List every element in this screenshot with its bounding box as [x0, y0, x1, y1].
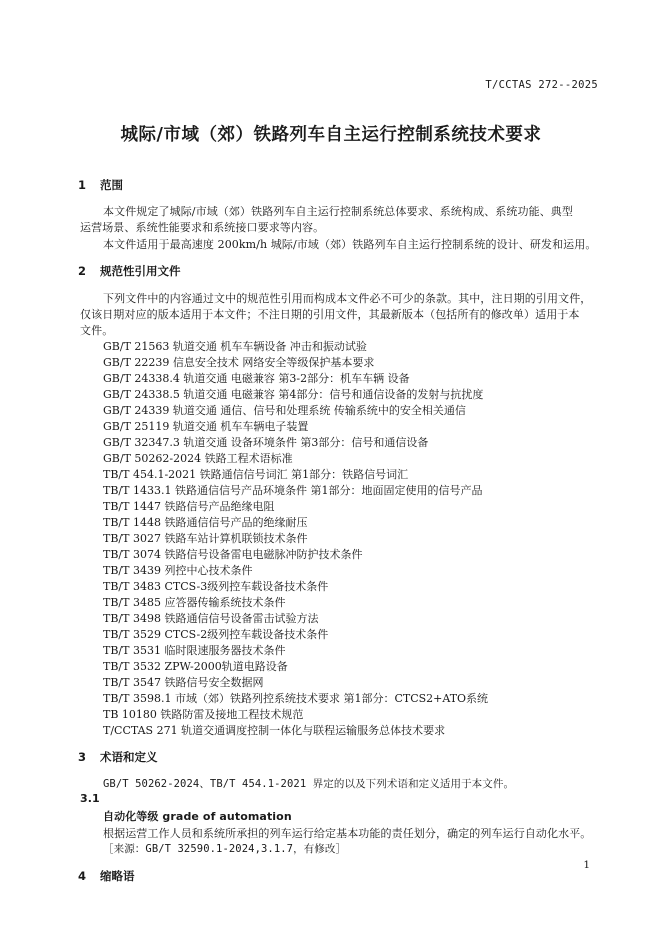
- reference-item: GB/T 50262-2024 铁路工程术语标准: [103, 452, 293, 465]
- term-number: 3.1: [80, 792, 100, 805]
- reference-item: GB/T 24338.5 轨道交通 电磁兼容 第4部分：信号和通信设备的发射与抗扰度: [103, 388, 484, 401]
- page-number: 1: [583, 859, 590, 871]
- references-intro-line-3: 文件。: [80, 324, 114, 337]
- section-1-heading: [78, 177, 123, 193]
- reference-item: TB/T 1433.1 铁路通信信号产品环境条件 第1部分：地面固定使用的信号产品: [103, 484, 483, 497]
- term-source: ［来源：GB/T 32590.1-2024,3.1.7，有修改］: [103, 843, 347, 855]
- reference-item: TB/T 1447 铁路信号产品绝缘电阻: [103, 500, 275, 513]
- reference-item: GB/T 32347.3 轨道交通 设备环境条件 第3部分：信号和通信设备: [103, 436, 429, 449]
- reference-item: TB 10180 铁路防雷及接地工程技术规范: [103, 708, 304, 721]
- section-2-title: 规范性引用文件: [100, 264, 181, 278]
- terms-intro: GB/T 50262-2024、TB/T 454.1-2021 界定的以及下列术语和定义适用于本文件。: [103, 778, 515, 790]
- reference-item: GB/T 21563 轨道交通 机车车辆设备 冲击和振动试验: [103, 340, 367, 353]
- section-3-heading: [78, 749, 158, 765]
- scope-paragraph-line-1: 本文件规定了城际/市域（郊）铁路列车自主运行控制系统总体要求、系统构成、系统功能、典型: [103, 205, 574, 218]
- section-2-heading: [78, 263, 181, 279]
- section-1-title: 范围: [100, 178, 123, 192]
- document-code: T/CCTAS 272--2025: [485, 79, 598, 91]
- reference-item: GB/T 25119 轨道交通 机车车辆电子装置: [103, 420, 309, 433]
- reference-item: TB/T 3027 铁路车站计算机联锁技术条件: [103, 532, 308, 545]
- reference-item: TB/T 3598.1 市域（郊）铁路列控系统技术要求 第1部分：CTCS2+ATO系统: [103, 692, 489, 705]
- reference-item: TB/T 3547 铁路信号安全数据网: [103, 676, 264, 689]
- reference-item: TB/T 3074 铁路信号设备雷电电磁脉冲防护技术条件: [103, 548, 363, 561]
- term-title: 自动化等级 grade of automation: [103, 810, 292, 823]
- reference-item: TB/T 3485 应答器传输系统技术条件: [103, 596, 286, 609]
- section-3-number: 3: [78, 750, 87, 764]
- reference-item: TB/T 3532 ZPW-2000轨道电路设备: [103, 660, 288, 673]
- reference-item: TB/T 3498 铁路通信信号设备雷击试验方法: [103, 612, 319, 625]
- references-intro-line-1: 下列文件中的内容通过文中的规范性引用而构成本文件必不可少的条款。其中，注日期的引用文件，: [103, 292, 592, 305]
- reference-item: GB/T 22239 信息安全技术 网络安全等级保护基本要求: [103, 356, 375, 369]
- reference-item: TB/T 1448 铁路通信信号产品的绝缘耐压: [103, 516, 308, 529]
- reference-item: GB/T 24339 轨道交通 通信、信号和处理系统 传输系统中的安全相关通信: [103, 404, 466, 417]
- section-2-number: 2: [78, 264, 87, 278]
- references-intro-line-2: 仅该日期对应的版本适用于本文件；不注日期的引用文件，其最新版本（包括所有的修改单）适用于本: [80, 308, 580, 321]
- reference-item: TB/T 3529 CTCS-2级列控车载设备技术条件: [103, 628, 329, 641]
- reference-item: TB/T 3531 临时限速服务器技术条件: [103, 644, 286, 657]
- reference-item: TB/T 3483 CTCS-3级列控车载设备技术条件: [103, 580, 329, 593]
- section-4-number: 4: [78, 869, 87, 883]
- document-title: 城际/市域（郊）铁路列车自主运行控制系统技术要求: [120, 125, 542, 145]
- section-4-heading: [78, 868, 135, 884]
- section-4-title: 缩略语: [100, 869, 135, 883]
- reference-item: TB/T 3439 列控中心技术条件: [103, 564, 253, 577]
- reference-item: GB/T 24338.4 轨道交通 电磁兼容 第3-2部分：机车车辆 设备: [103, 372, 410, 385]
- section-3-title: 术语和定义: [100, 750, 158, 764]
- section-1-number: 1: [78, 178, 87, 192]
- scope-paragraph-line-2: 运营场景、系统性能要求和系统接口要求等内容。: [80, 221, 325, 234]
- term-definition: 根据运营工作人员和系统所承担的列车运行给定基本功能的责任划分，确定的列车运行自动化水平。: [103, 827, 592, 840]
- reference-item: T/CCTAS 271 轨道交通调度控制一体化与联程运输服务总体技术要求: [103, 724, 446, 737]
- reference-item: TB/T 454.1-2021 铁路通信信号词汇 第1部分：铁路信号词汇: [103, 468, 409, 481]
- scope-applicability: 本文件适用于最高速度 200km/h 城际/市域（郊）铁路列车自主运行控制系统的设计、研发和运用。: [103, 238, 597, 251]
